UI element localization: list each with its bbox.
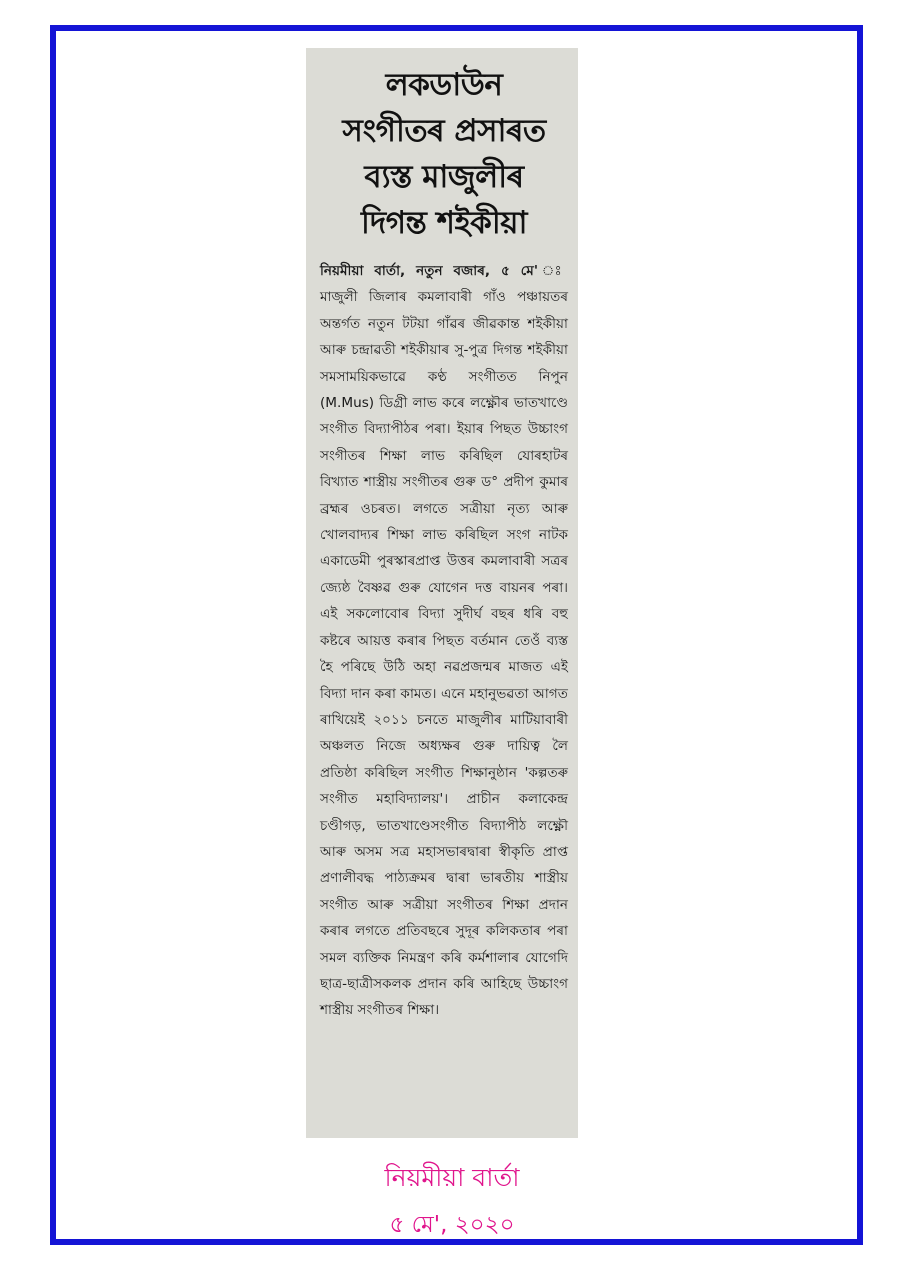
headline-line: ব্যস্ত মাজুলীৰ — [364, 159, 524, 195]
article-dateline: নিয়মীয়া বাৰ্তা, নতুন বজাৰ, ৫ মে' — [320, 263, 539, 279]
headline-line: লকডাউন — [385, 67, 503, 103]
article-text: মাজুলী জিলাৰ কমলাবাৰী গাঁও পঞ্চায়তৰ অন্তৰ্গত নতুন টটয়া গাঁৱৰ জীৱকান্ত শইকীয়া আৰু চন্দ্ৰাৱতী শইকীয়াৰ সু-পুত্ৰ দিগন্ত শইকীয়া সমসাময়িকভাৱে কণ্ঠ সংগীতত নিপুন (M.Mus) ডিগ্ৰী লাভ কৰে লক্ষ্ণৌৰ ভাতখাণ্ডে সংগীত বিদ্যাপীঠৰ পৰা। ইয়াৰ পিছত উচ্চাংগ সংগীতৰ শিক্ষা লাভ কৰিছিল যোৰহাটৰ বিখ্যাত শাস্ত্ৰীয় সংগীতৰ গুৰু ড° প্ৰদীপ কুমাৰ ব্ৰহ্মৰ ওচৰত। লগতে সত্ৰীয়া নৃত্য আৰু খোলবাদ্যৰ শিক্ষা লাভ কৰিছিল সংগ নাটক একাডেমী পুৰস্কাৰপ্ৰাপ্ত উত্তৰ কমলাবাৰী সত্ৰৰ জ্যেষ্ঠ বৈষ্ণৱ গুৰু যোগেন দত্ত বায়নৰ পৰা। এই সকলোবোৰ বিদ্যা সুদীৰ্ঘ বছৰ ধৰি বহু কষ্টৰে আয়ত্ত কৰাৰ পিছত বৰ্তমান তেওঁ ব্যস্ত হৈ পৰিছে উঠি অহা নৱপ্ৰজন্মৰ মাজত এই বিদ্যা দান কৰা কামত। এনে মহানুভৱতা আগত ৰাখিয়েই ২০১১ চনতে মাজুলীৰ মাটিয়াবাৰী অঞ্চলত নিজে অধ্যক্ষৰ গুৰু দায়িত্ব লৈ প্ৰতিষ্ঠা কৰিছিল সংগীত শিক্ষানুষ্ঠান 'কল্পতৰু সংগীত মহাবিদ্যালয়'। প্ৰাচীন কলাকেন্দ্ৰ চণ্ডীগড়, ভাতখাণ্ডেসংগীত বিদ্যাপীঠ লক্ষ্ণৌ আৰু অসম সত্ৰ মহাসভাৰদ্বাৰা স্বীকৃতি প্ৰাপ্ত প্ৰণালীবদ্ধ পাঠ্যক্ৰমৰ দ্বাৰা ভাৰতীয় শাস্ত্ৰীয় সংগীত আৰু সত্ৰীয়া সংগীতৰ শিক্ষা প্ৰদান কৰাৰ লগতে প্ৰতিবছৰে সুদূৰ কলিকতাৰ পৰা সমল ব্যক্তিক নিমন্ত্ৰণ কৰি কৰ্মশালাৰ যোগেদি ছাত্ৰ-ছাত্ৰীসকলক প্ৰদান কৰি আহিছে উচ্চাংগ শাস্ত্ৰীয় সংগীতৰ শিক্ষা। — [320, 289, 568, 1019]
newspaper-clipping — [306, 48, 578, 1138]
caption-source: নিয়মীয়া বাৰ্তা — [384, 1163, 520, 1192]
article-body — [320, 258, 568, 1024]
headline-line: দিগন্ত শইকীয়া — [361, 205, 527, 241]
headline-line: সংগীতৰ প্ৰসাৰত — [342, 113, 546, 149]
article-headline — [320, 62, 568, 246]
caption-date: ৫ মে', ২০২০ — [389, 1212, 515, 1238]
